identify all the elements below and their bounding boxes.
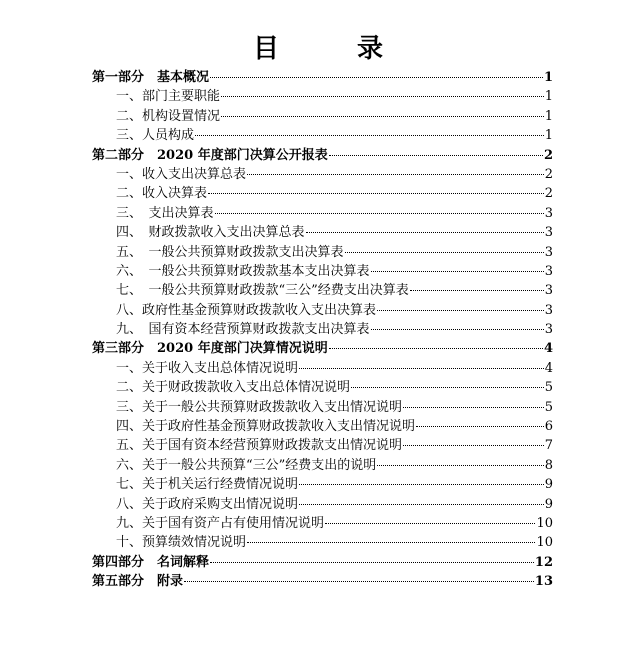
toc-entry-label: 三、关于一般公共预算财政拨款收入支出情况说明 <box>116 399 403 415</box>
toc-page-number: 9 <box>544 496 553 512</box>
toc-part-entry[interactable] <box>92 553 553 572</box>
toc-part-entry[interactable] <box>92 146 553 165</box>
dot-leader <box>351 387 544 388</box>
dot-leader <box>299 504 544 505</box>
toc-part-entry[interactable] <box>92 572 553 591</box>
toc-section-entry[interactable] <box>92 436 553 455</box>
toc-page-number: 3 <box>544 225 553 241</box>
toc-page-number: 6 <box>544 419 553 435</box>
toc-page-number: 2 <box>544 166 553 182</box>
toc-entry-label: 四、 财政拨款收入支出决算总表 <box>116 225 305 241</box>
toc-section-entry[interactable] <box>92 281 553 300</box>
toc-section-entry[interactable] <box>92 378 553 397</box>
toc-entry-label: 五、 一般公共预算财政拨款支出决算表 <box>116 244 344 260</box>
toc-page-number: 3 <box>544 283 553 299</box>
toc-entry-label: 第二部分 2020 年度部门决算公开报表 <box>92 147 328 163</box>
dot-leader <box>247 174 544 175</box>
toc-page-number: 3 <box>544 322 553 338</box>
toc-title: 目 录 <box>252 34 409 64</box>
toc-section-entry[interactable] <box>92 495 553 514</box>
toc-entry-label: 第五部分 附录 <box>92 574 184 590</box>
toc-section-entry[interactable] <box>92 417 553 436</box>
toc-entry-label: 十、预算绩效情况说明 <box>116 535 247 551</box>
toc-page-number: 1 <box>544 108 553 124</box>
toc-entry-label: 一、部门主要职能 <box>116 89 221 105</box>
toc-entry-label: 第四部分 名词解释 <box>92 554 210 570</box>
dot-leader <box>345 252 544 253</box>
toc-entry-label: 二、收入决算表 <box>116 186 208 202</box>
toc-entry-label: 三、人员构成 <box>116 128 195 144</box>
toc-entry-label: 二、关于财政拨款收入支出总体情况说明 <box>116 380 351 396</box>
toc-section-entry[interactable] <box>92 475 553 494</box>
toc-section-entry[interactable] <box>92 107 553 126</box>
toc-page-number: 5 <box>544 399 553 415</box>
dot-leader <box>410 290 544 291</box>
toc-page-number: 10 <box>536 515 553 531</box>
toc-page-number: 13 <box>534 574 553 590</box>
dot-leader <box>299 484 544 485</box>
toc-page-number: 1 <box>544 128 553 144</box>
toc-section-entry[interactable] <box>92 204 553 223</box>
dot-leader <box>403 407 544 408</box>
toc-entry-label: 一、收入支出决算总表 <box>116 166 247 182</box>
toc-section-entry[interactable] <box>92 398 553 417</box>
dot-leader <box>371 329 544 330</box>
dot-leader <box>377 310 544 311</box>
toc-section-entry[interactable] <box>92 87 553 106</box>
toc-page-number: 2 <box>544 186 553 202</box>
toc-page-number: 8 <box>544 457 553 473</box>
dot-leader <box>325 523 535 524</box>
dot-leader <box>215 213 544 214</box>
toc-page-number: 1 <box>543 70 553 85</box>
dot-leader <box>329 155 543 156</box>
toc-entry-label: 四、关于政府性基金预算财政拨款收入支出情况说明 <box>116 419 416 435</box>
toc-entry-label: 第三部分 2020 年度部门决算情况说明 <box>92 341 328 357</box>
toc-entry-label: 六、 一般公共预算财政拨款基本支出决算表 <box>116 263 370 279</box>
toc-entry-label: 二、机构设置情况 <box>116 108 221 124</box>
toc-section-entry[interactable] <box>92 359 553 378</box>
toc-page-number: 9 <box>544 477 553 493</box>
dot-leader <box>221 116 544 117</box>
toc-part-entry[interactable] <box>92 68 553 87</box>
toc-page-number: 5 <box>544 380 553 396</box>
toc-part-entry[interactable] <box>92 339 553 358</box>
dot-leader <box>210 77 543 78</box>
dot-leader <box>306 232 544 233</box>
dot-leader <box>195 135 544 136</box>
toc-page-number: 3 <box>544 302 553 318</box>
toc-section-entry[interactable] <box>92 514 553 533</box>
toc-entry-label: 八、关于政府采购支出情况说明 <box>116 496 299 512</box>
toc-section-entry[interactable] <box>92 320 553 339</box>
toc-section-entry[interactable] <box>92 243 553 262</box>
dot-leader <box>208 193 544 194</box>
toc-section-entry[interactable] <box>92 262 553 281</box>
toc-entry-label: 九、关于国有资产占有使用情况说明 <box>116 515 325 531</box>
toc-section-entry[interactable] <box>92 126 553 145</box>
toc-page-number: 4 <box>544 360 553 376</box>
dot-leader <box>377 465 543 466</box>
toc-page-number: 3 <box>544 205 553 221</box>
dot-leader <box>371 271 544 272</box>
dot-leader <box>403 445 544 446</box>
dot-leader <box>184 581 534 582</box>
table-of-contents <box>92 68 553 592</box>
toc-entry-label: 第一部分 基本概况 <box>92 70 210 85</box>
dot-leader <box>416 426 544 427</box>
dot-leader <box>221 96 544 97</box>
toc-entry-label: 一、关于收入支出总体情况说明 <box>116 360 299 376</box>
toc-page-number: 12 <box>534 554 553 570</box>
toc-section-entry[interactable] <box>92 223 553 242</box>
toc-page-number: 4 <box>543 341 553 357</box>
toc-section-entry[interactable] <box>92 165 553 184</box>
toc-page-number: 2 <box>543 147 553 163</box>
toc-section-entry[interactable] <box>92 456 553 475</box>
toc-page-number: 1 <box>544 89 553 105</box>
toc-section-entry[interactable] <box>92 533 553 552</box>
dot-leader <box>329 348 543 349</box>
toc-page-number: 3 <box>544 244 553 260</box>
toc-entry-label: 五、关于国有资本经营预算财政拨款支出情况说明 <box>116 438 403 454</box>
toc-entry-label: 六、关于一般公共预算“三公”经费支出的说明 <box>116 457 377 473</box>
toc-entry-label: 七、关于机关运行经费情况说明 <box>116 477 299 493</box>
toc-page-number: 7 <box>544 438 553 454</box>
toc-entry-label: 八、政府性基金预算财政拨款收入支出决算表 <box>116 302 377 318</box>
dot-leader <box>299 368 544 369</box>
toc-page-number: 3 <box>544 263 553 279</box>
toc-entry-label: 九、 国有资本经营预算财政拨款支出决算表 <box>116 322 370 338</box>
toc-page-number: 10 <box>536 535 553 551</box>
dot-leader <box>210 562 534 563</box>
toc-section-entry[interactable] <box>92 184 553 203</box>
toc-entry-label: 七、 一般公共预算财政拨款“三公”经费支出决算表 <box>116 283 409 299</box>
dot-leader <box>247 542 535 543</box>
toc-entry-label: 三、 支出决算表 <box>116 205 214 221</box>
toc-section-entry[interactable] <box>92 301 553 320</box>
